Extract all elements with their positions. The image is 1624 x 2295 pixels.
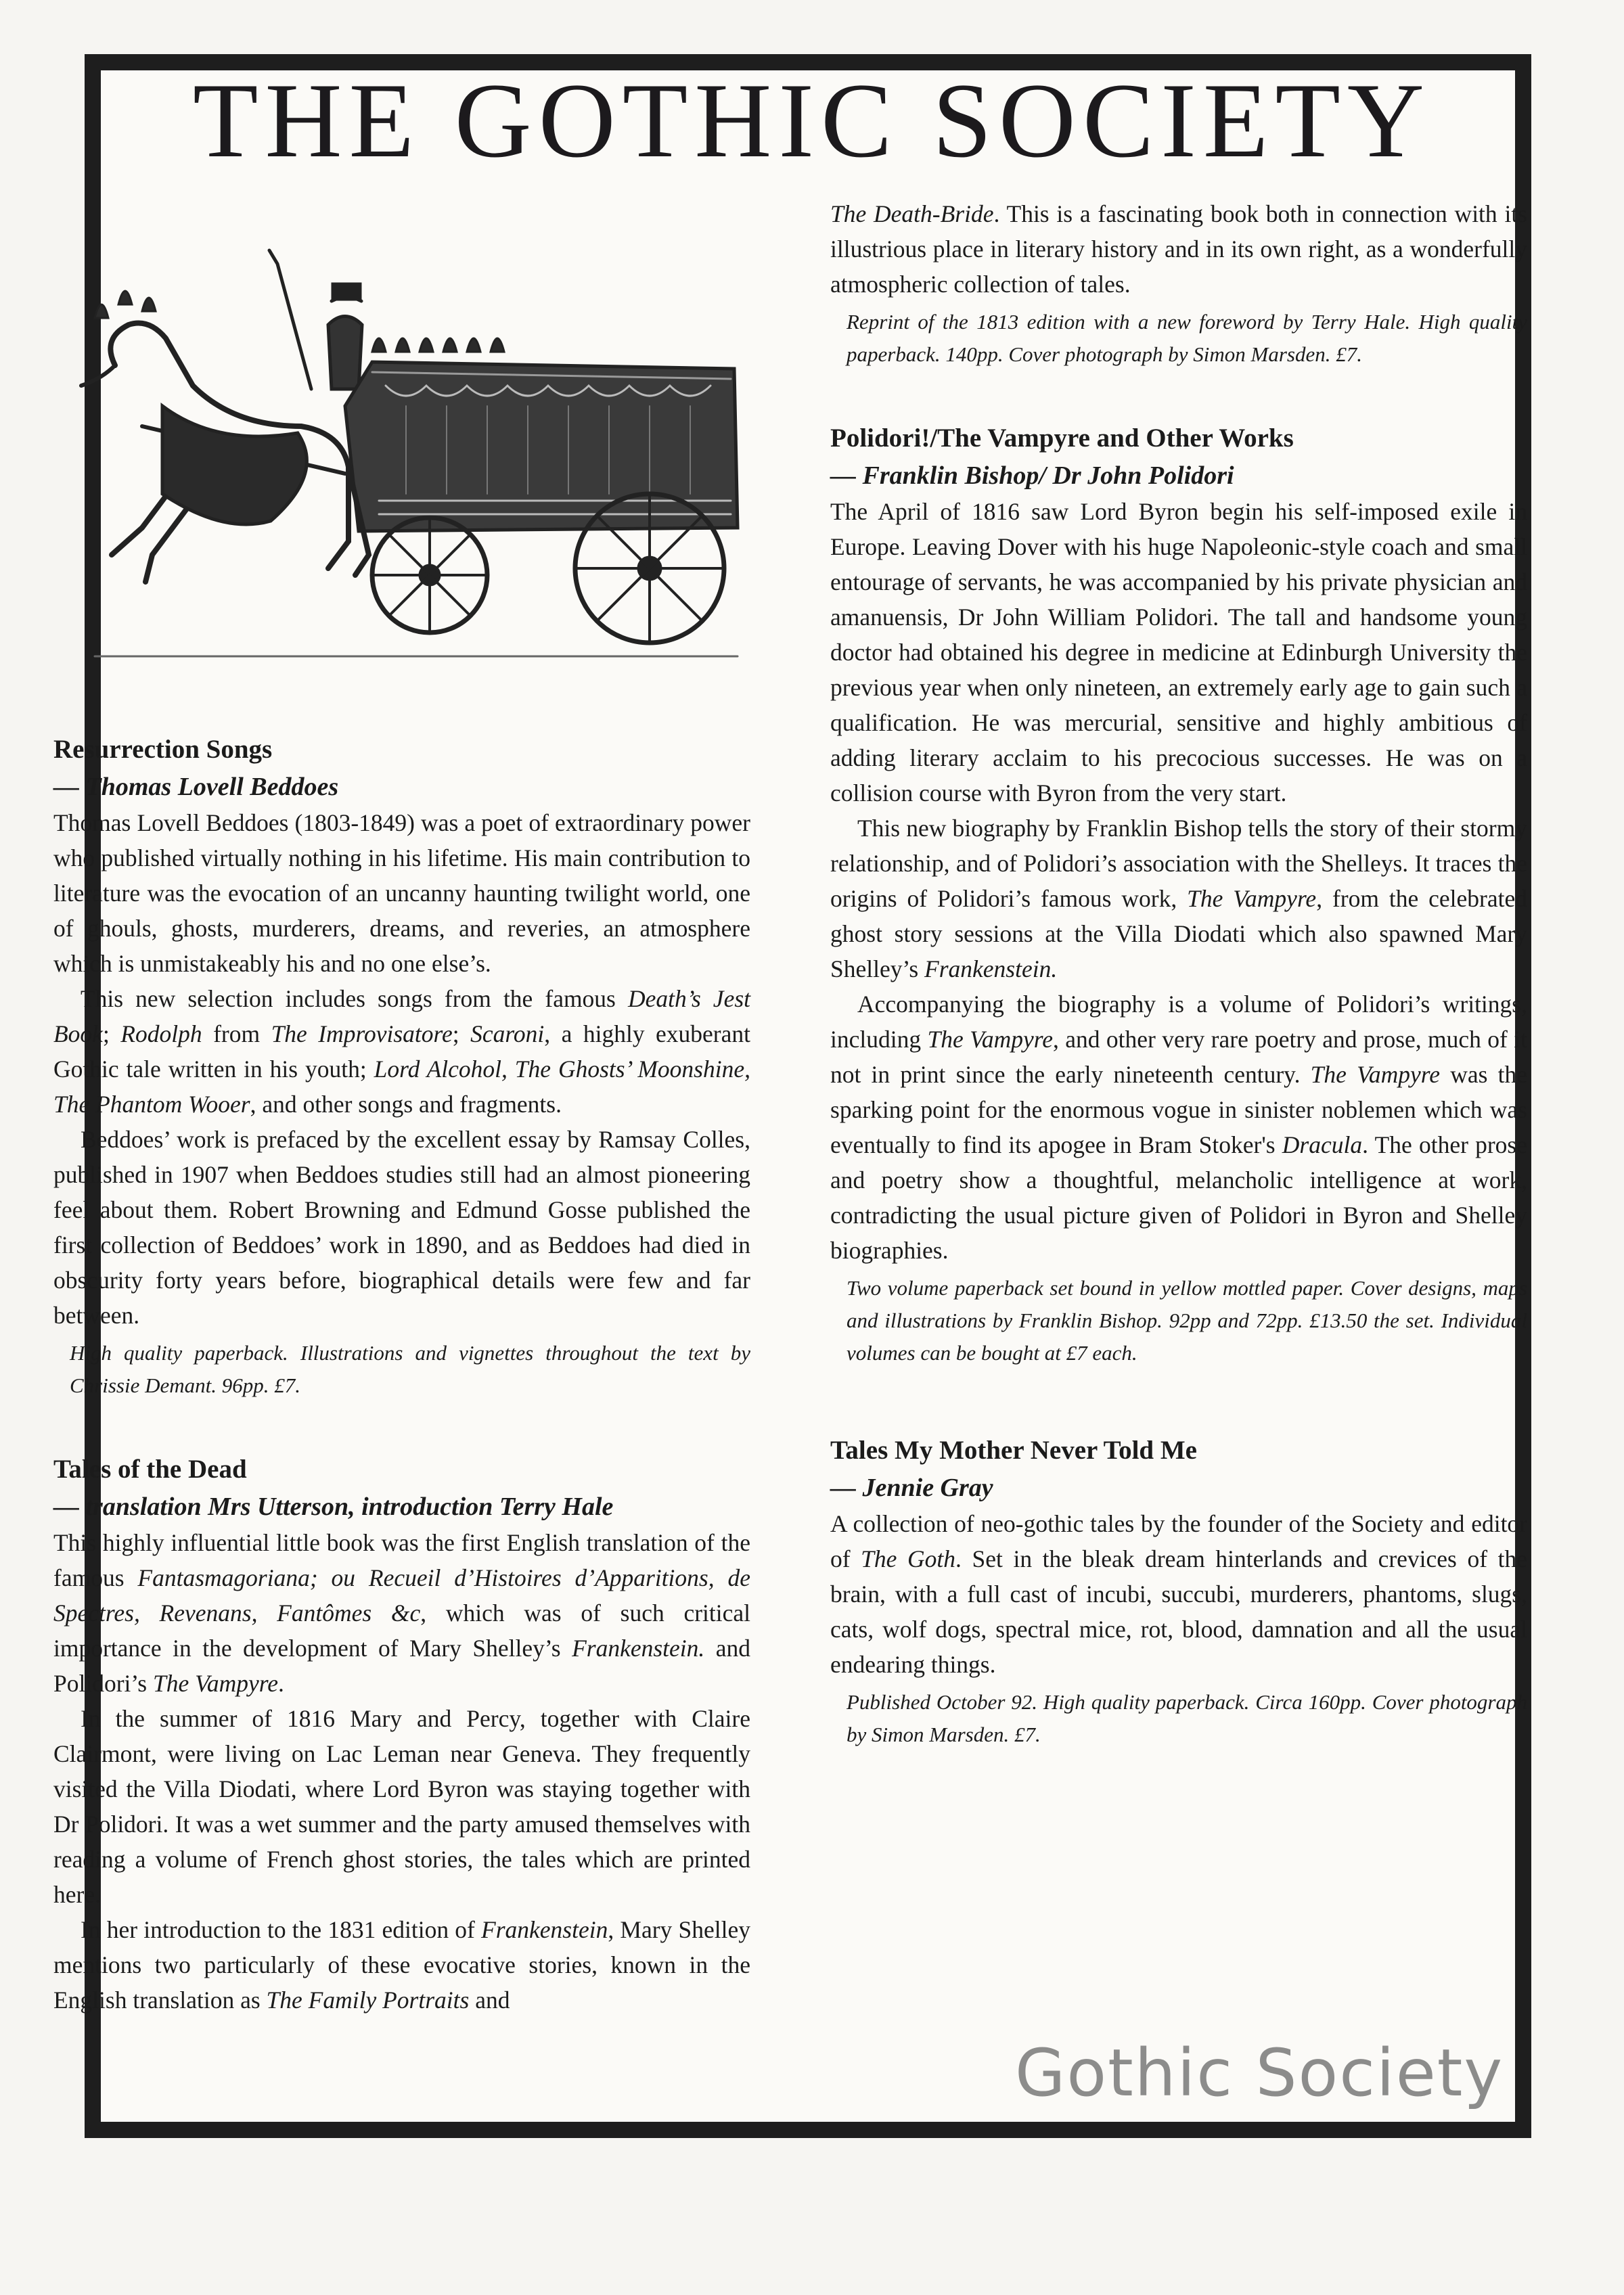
paragraph: A collection of neo-gothic tales by the founder of the Society and editor of The Goth. Set in the bleak dream hinterlands and crevices of the brain, with a full cast of incubi, succubi, murderers, phantoms, slugs, cats, wolf dogs, spectral mice, rot, blood, damnation and all the usual endearing things. [830,1510,1528,1678]
publication-note: Reprint of the 1813 edition with a new foreword by Terry Hale. High quality paperback. 140pp. Cover photograph by Simon Marsden. £7. [847,310,1527,366]
paragraph: The Death-Bride. This is a fascinating book both in connection with its illustrious place in literary history and in its own right, as a wonderfully atmospheric collection of tales. [830,200,1527,298]
paragraph: In the summer of 1816 Mary and Percy, together with Claire Clairmont, were living on Lac Leman near Geneva. They frequently visited the Villa Diodati, where Lord Byron was staying together with Dr Polidori. It was a wet summer and the party amused themselves with reading a volume of French ghost stories, the tales which are printed here. [53,1705,750,1908]
entry-title: Polidori!/The Vampyre and Other Works [830,424,1294,453]
entry-polidori [830,419,1527,1369]
publication-note: Two volume paperback set bound in yellow mottled paper. Cover designs, maps and illustrations by Franklin Bishop. 92pp and 72pp. £13.50 the set. Individual volumes can be bought at £7 each. [847,1276,1527,1365]
entry-author: — Jennie Gray [830,1474,993,1502]
entry-title: Resurrection Songs [53,735,273,764]
hearse-illustration [54,183,751,717]
entry-author: — translation Mrs Utterson, introduction Terry Hale [53,1493,614,1521]
paragraph: The April of 1816 saw Lord Byron begin his self-imposed exile in Europe. Leaving Dover with his huge Napoleonic-style coach and small entourage of servants, he was accompanied by his private physician and amanuensis, Dr John William Polidori. The tall and handsome young doctor had obtained his degree in medicine at Edinburgh University the previous year when only nineteen, an extremely early age to gain such a qualification. He was mercurial, sensitive and highly ambitious of adding literary acclaim to his precocious successes. He was on a collision course with Byron from the very start. [830,498,1527,806]
paragraph: This new biography by Franklin Bishop tells the story of their stormy relationship, and of Polidori’s association with the Shelleys. It traces the origins of Polidori’s famous work, The Vampyre, from the celebrated ghost story sessions at the Villa Diodati which also spawned Mary Shelley’s Frankenstein. [830,815,1527,982]
entry-title: Tales of the Dead [53,1455,247,1484]
paragraph: This highly influential little book was the first English translation of the famous Fantasmagoriana; ou Recueil d’Histoires d’Apparitions, de Spectres, Revenans, Fantômes &c, which was of such critical importance in the development of Mary Shelley’s Frankenstein. and Polidori’s The Vampyre. [53,1529,750,1697]
entry-resurrection-songs [53,731,750,1402]
left-column [53,731,750,2018]
entry-tales-of-the-dead-continued [830,196,1527,371]
watermark: Gothic Society [1015,2035,1504,2111]
publication-note: High quality paperback. Illustrations and vignettes throughout the text by Chrissie Demant. 96pp. £7. [70,1341,750,1397]
entry-author: — Franklin Bishop/ Dr John Polidori [830,461,1234,490]
right-column [830,196,1527,1751]
paragraph: Accompanying the biography is a volume of Polidori’s writings, including The Vampyre, and other very rare poetry and prose, much of it not in print since the early nineteenth century. The Vampyre was the sparking point for the enormous vogue in sinister noblemen which was eventually to find its apogee in Bram Stoker's Dracula. The other prose and poetry show a thoughtful, melancholic intelligence at work, contradicting the usual picture given of Polidori in Byron and Shelley biographies. [830,991,1527,1264]
paragraph: In her introduction to the 1831 edition of Frankenstein, Mary Shelley mentions two particularly of these evocative stories, known in the English translation as The Family Portraits and [53,1916,750,2014]
paragraph: This new selection includes songs from the famous Death’s Jest Book; Rodolph from The Improvisatore; Scaroni, a highly exuberant Gothic tale written in his youth; Lord Alcohol, The Ghosts’ Moonshine, The Phantom Wooer, and other songs and fragments. [53,985,751,1118]
entry-tales-my-mother [830,1432,1527,1751]
entry-author: — Thomas Lovell Beddoes [53,773,339,801]
entry-tales-of-the-dead [53,1451,750,2018]
page-title: THE GOTHIC SOCIETY [192,62,1432,180]
horse-drawn-hearse-icon [54,183,751,717]
paragraph: Thomas Lovell Beddoes (1803-1849) was a poet of extraordinary power who published virtually nothing in his lifetime. His main contribution to literature was the evocation of an uncanny haunting twilight world, one of ghouls, ghosts, murderers, dreams, and reveries, an atmosphere which is unmistakeably his and no one else’s. [53,809,750,977]
publication-note: Published October 92. High quality paperback. Circa 160pp. Cover photograph by Simon Marsden. £7. [847,1690,1527,1746]
paragraph: Beddoes’ work is prefaced by the excellent essay by Ramsay Colles, published in 1907 when Beddoes studies still had an almost pioneering feel about them. Robert Browning and Edmund Gosse published the first collection of Beddoes’ work in 1890, and as Beddoes had died in obscurity forty years before, biographical details were few and far between. [53,1126,750,1329]
entry-title: Tales My Mother Never Told Me [830,1436,1197,1465]
